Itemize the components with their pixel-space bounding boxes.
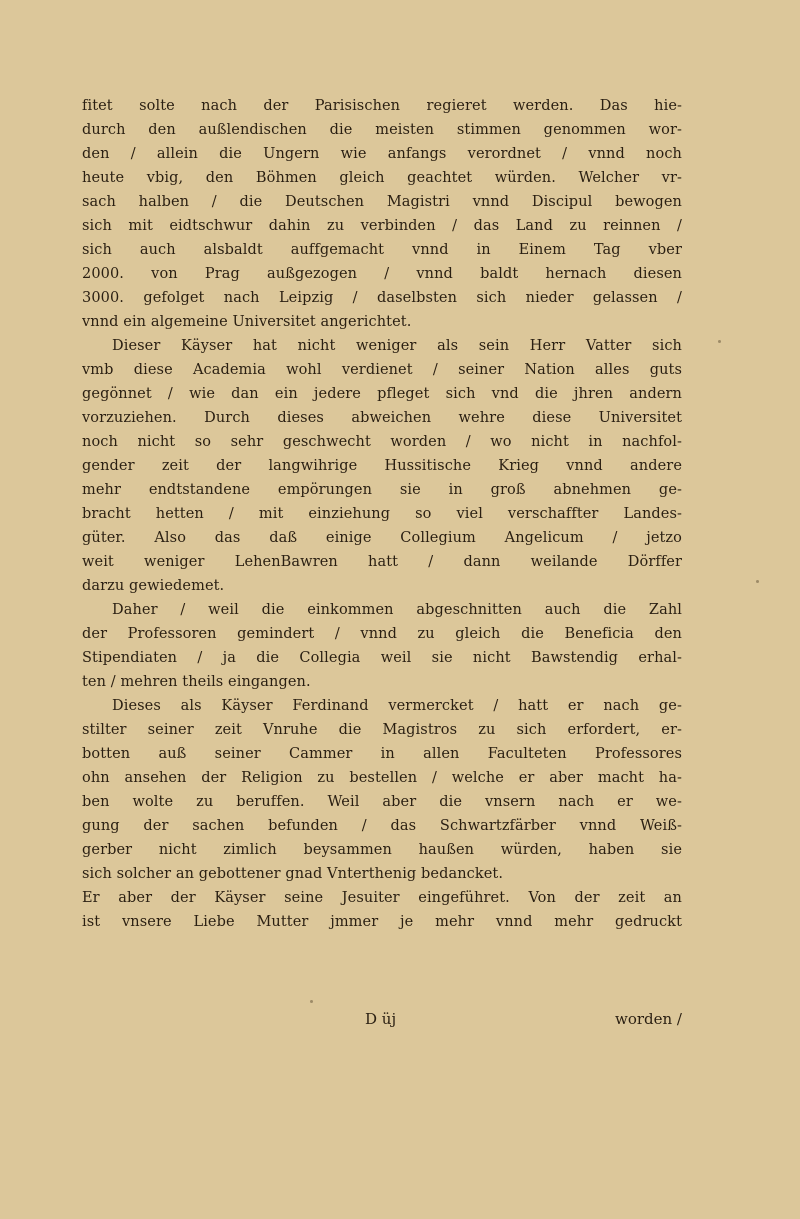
text-line: mehr endtstandene empörungen sie in groß abnehmen ge- (82, 482, 682, 498)
text-line: gung der sachen befunden / das Schwartzfärber vnnd Weiß- (82, 818, 682, 834)
page-footer (82, 1010, 682, 1034)
paper-speck (756, 580, 759, 583)
text-line: vmb diese Academia wohl verdienet / seiner Nation alles guts (82, 362, 682, 378)
text-line: den / allein die Ungern wie anfangs verordnet / vnnd noch (82, 146, 682, 162)
text-line: stilter seiner zeit Vnruhe die Magistros zu sich erfordert, er- (82, 722, 682, 738)
paper-speck (718, 340, 721, 343)
text-line: botten auß seiner Cammer in allen Faculteten Professores (82, 746, 682, 762)
text-line: gerber nicht zimlich beysammen haußen würden, haben sie (82, 842, 682, 858)
text-block (82, 94, 682, 934)
text-line: ben wolte zu beruffen. Weil aber die vnsern nach er we- (82, 794, 682, 810)
text-line: heute vbig, den Böhmen gleich geachtet würden. Welcher vr- (82, 170, 682, 186)
text-line: bracht hetten / mit einziehung so viel verschaffter Landes- (82, 506, 682, 522)
text-line: Dieser Käyser hat nicht weniger als sein Herr Vatter sich (112, 338, 682, 354)
text-line: durch den außlendischen die meisten stimmen genommen wor- (82, 122, 682, 138)
text-line: sich solcher an gebottener gnad Vnterthenig bedancket. (82, 866, 504, 882)
text-line: der Professoren gemindert / vnnd zu gleich die Beneficia den (82, 626, 682, 642)
text-line: Daher / weil die einkommen abgeschnitten auch die Zahl (112, 602, 682, 618)
text-line: sich mit eidtschwur dahin zu verbinden / das Land zu reinnen / (82, 218, 682, 234)
text-line: ohn ansehen der Religion zu bestellen / welche er aber macht ha- (82, 770, 682, 786)
text-line: gegönnet / wie dan ein jedere pfleget sich vnd die jhren andern (82, 386, 682, 402)
text-line: weit weniger LehenBawren hatt / dann weilande Dörffer (82, 554, 682, 570)
text-line: Er aber der Käyser seine Jesuiter eingeführet. Von der zeit an (82, 890, 682, 906)
text-line: gender zeit der langwihrige Hussitische Krieg vnnd andere (82, 458, 682, 474)
catchword: worden / (614, 1010, 682, 1028)
text-line: darzu gewiedemet. (82, 578, 225, 594)
text-line: Stipendiaten / ja die Collegia weil sie nicht Bawstendig erhal- (82, 650, 682, 666)
signature-mark: D üj (365, 1010, 397, 1028)
text-line: sach halben / die Deutschen Magistri vnnd Discipul bewogen (82, 194, 682, 210)
paper-speck (310, 1000, 313, 1003)
text-line: ist vnsere Liebe Mutter jmmer je mehr vnnd mehr gedruckt (82, 914, 682, 930)
text-line: Dieses als Käyser Ferdinand vermercket / hatt er nach ge- (112, 698, 682, 714)
text-line: vorzuziehen. Durch dieses abweichen wehre diese Universitet (82, 410, 682, 426)
text-line: ten / mehren theils eingangen. (82, 674, 311, 690)
text-line: fitet solte nach der Parisischen regieret werden. Das hie- (82, 98, 682, 114)
text-line: noch nicht so sehr geschwecht worden / wo nicht in nachfol- (82, 434, 682, 450)
text-line: sich auch alsbaldt auffgemacht vnnd in Einem Tag vber (82, 242, 682, 258)
text-line: 2000. von Prag außgezogen / vnnd baldt hernach diesen (82, 266, 682, 282)
text-line: 3000. gefolget nach Leipzig / daselbsten sich nieder gelassen / (82, 290, 682, 306)
text-line: vnnd ein algemeine Universitet angerichtet. (82, 314, 412, 330)
text-line: güter. Also das daß einige Collegium Angelicum / jetzo (82, 530, 682, 546)
